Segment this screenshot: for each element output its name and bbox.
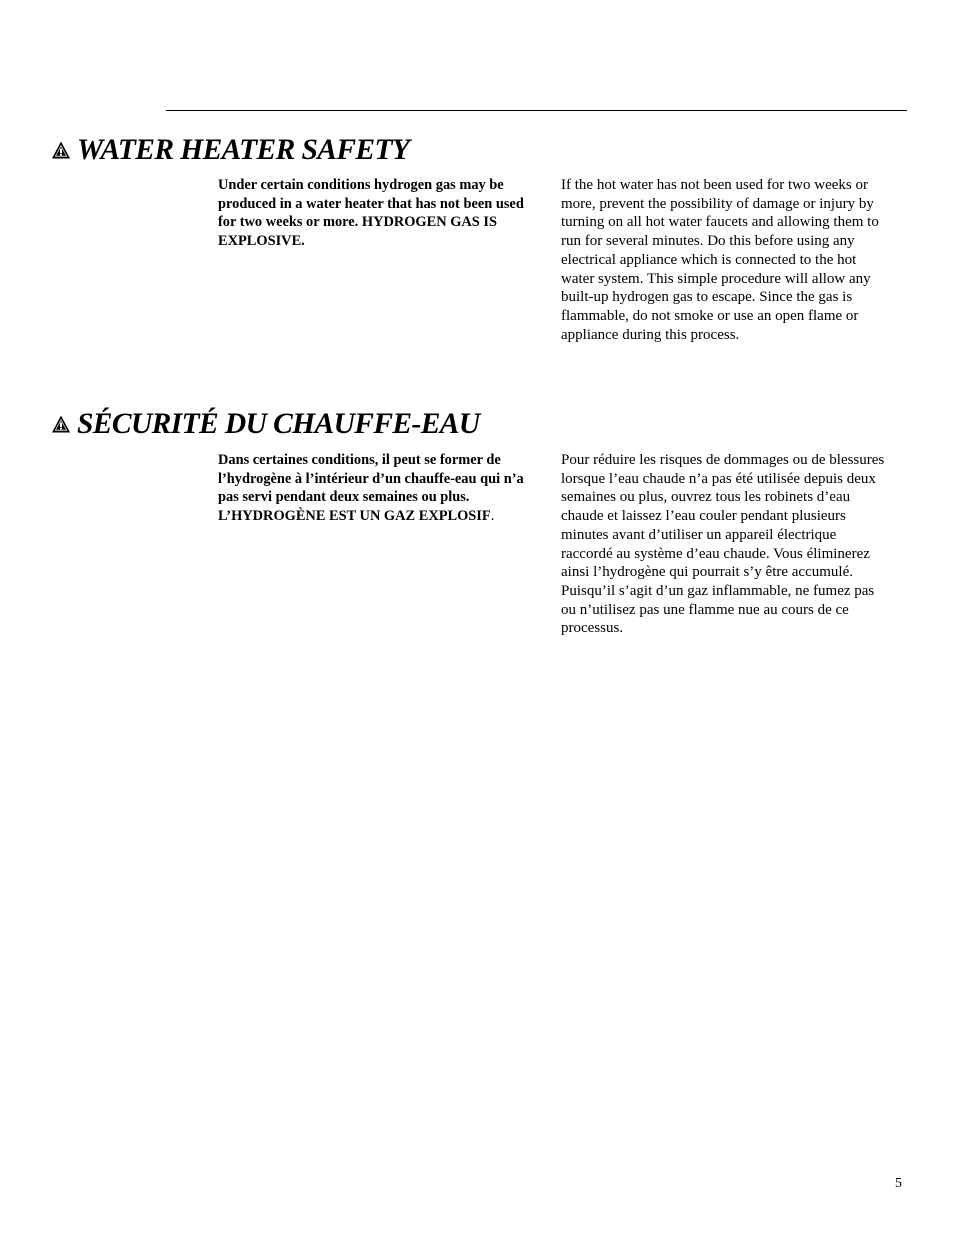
- section-title-french: [51, 407, 480, 441]
- warning-paragraph-french-bold: Dans certaines conditions, il peut se former de l’hydrogène à l’intérieur d’un chauffe-eau qui n’a pas servi pendant deux semaines ou plus. L’HYDROGÈNE EST UN GAZ EXPLOSIF: [218, 452, 524, 525]
- warning-triangle-icon: [51, 414, 71, 434]
- header-rule: [166, 110, 907, 111]
- warning-triangle-icon: [51, 140, 71, 160]
- page-number: 5: [895, 1176, 902, 1191]
- instructions-paragraph-french: Pour réduire les risques de dommages ou de blessures lorsque l’eau chaude n’a pas été utilisée depuis deux semaines ou plus, ouvrez tous les robinets d’eau chaude et laissez l’eau couler pendant plusieurs minutes avant d’utiliser un appareil électrique raccordé au système d’eau chaude. Vous éliminerez ainsi l’hydrogène qui pourrait s’y être accumulé. Puisqu’il s’agit d’un gaz inflammable, ne fumez pas ou n’utilisez pas une flamme nue au cours de ce processus.: [561, 452, 885, 637]
- section-title-english: [51, 133, 409, 167]
- section-title-english-text: WATER HEATER SAFETY: [77, 134, 410, 166]
- instructions-paragraph-english: If the hot water has not been used for two weeks or more, prevent the possibility of damage or injury by turning on all hot water faucets and allowing them to run for several minutes. Do this before using any electrical appliance which is connected to the hot water system. This simple procedure will allow any built-up hydrogen gas to escape. Since the gas is flammable, do not smoke or use an open flame or appliance during this process.: [561, 177, 879, 343]
- section-title-french-text: SÉCURITÉ DU CHAUFFE-EAU: [77, 408, 480, 440]
- warning-paragraph-french: [218, 451, 544, 526]
- warning-paragraph-french-end: .: [490, 508, 495, 525]
- warning-paragraph-english: Under certain conditions hydrogen gas may be produced in a water heater that has not been used for two weeks or more. HYDROGEN GAS IS EXPLOSIVE.: [218, 177, 524, 250]
